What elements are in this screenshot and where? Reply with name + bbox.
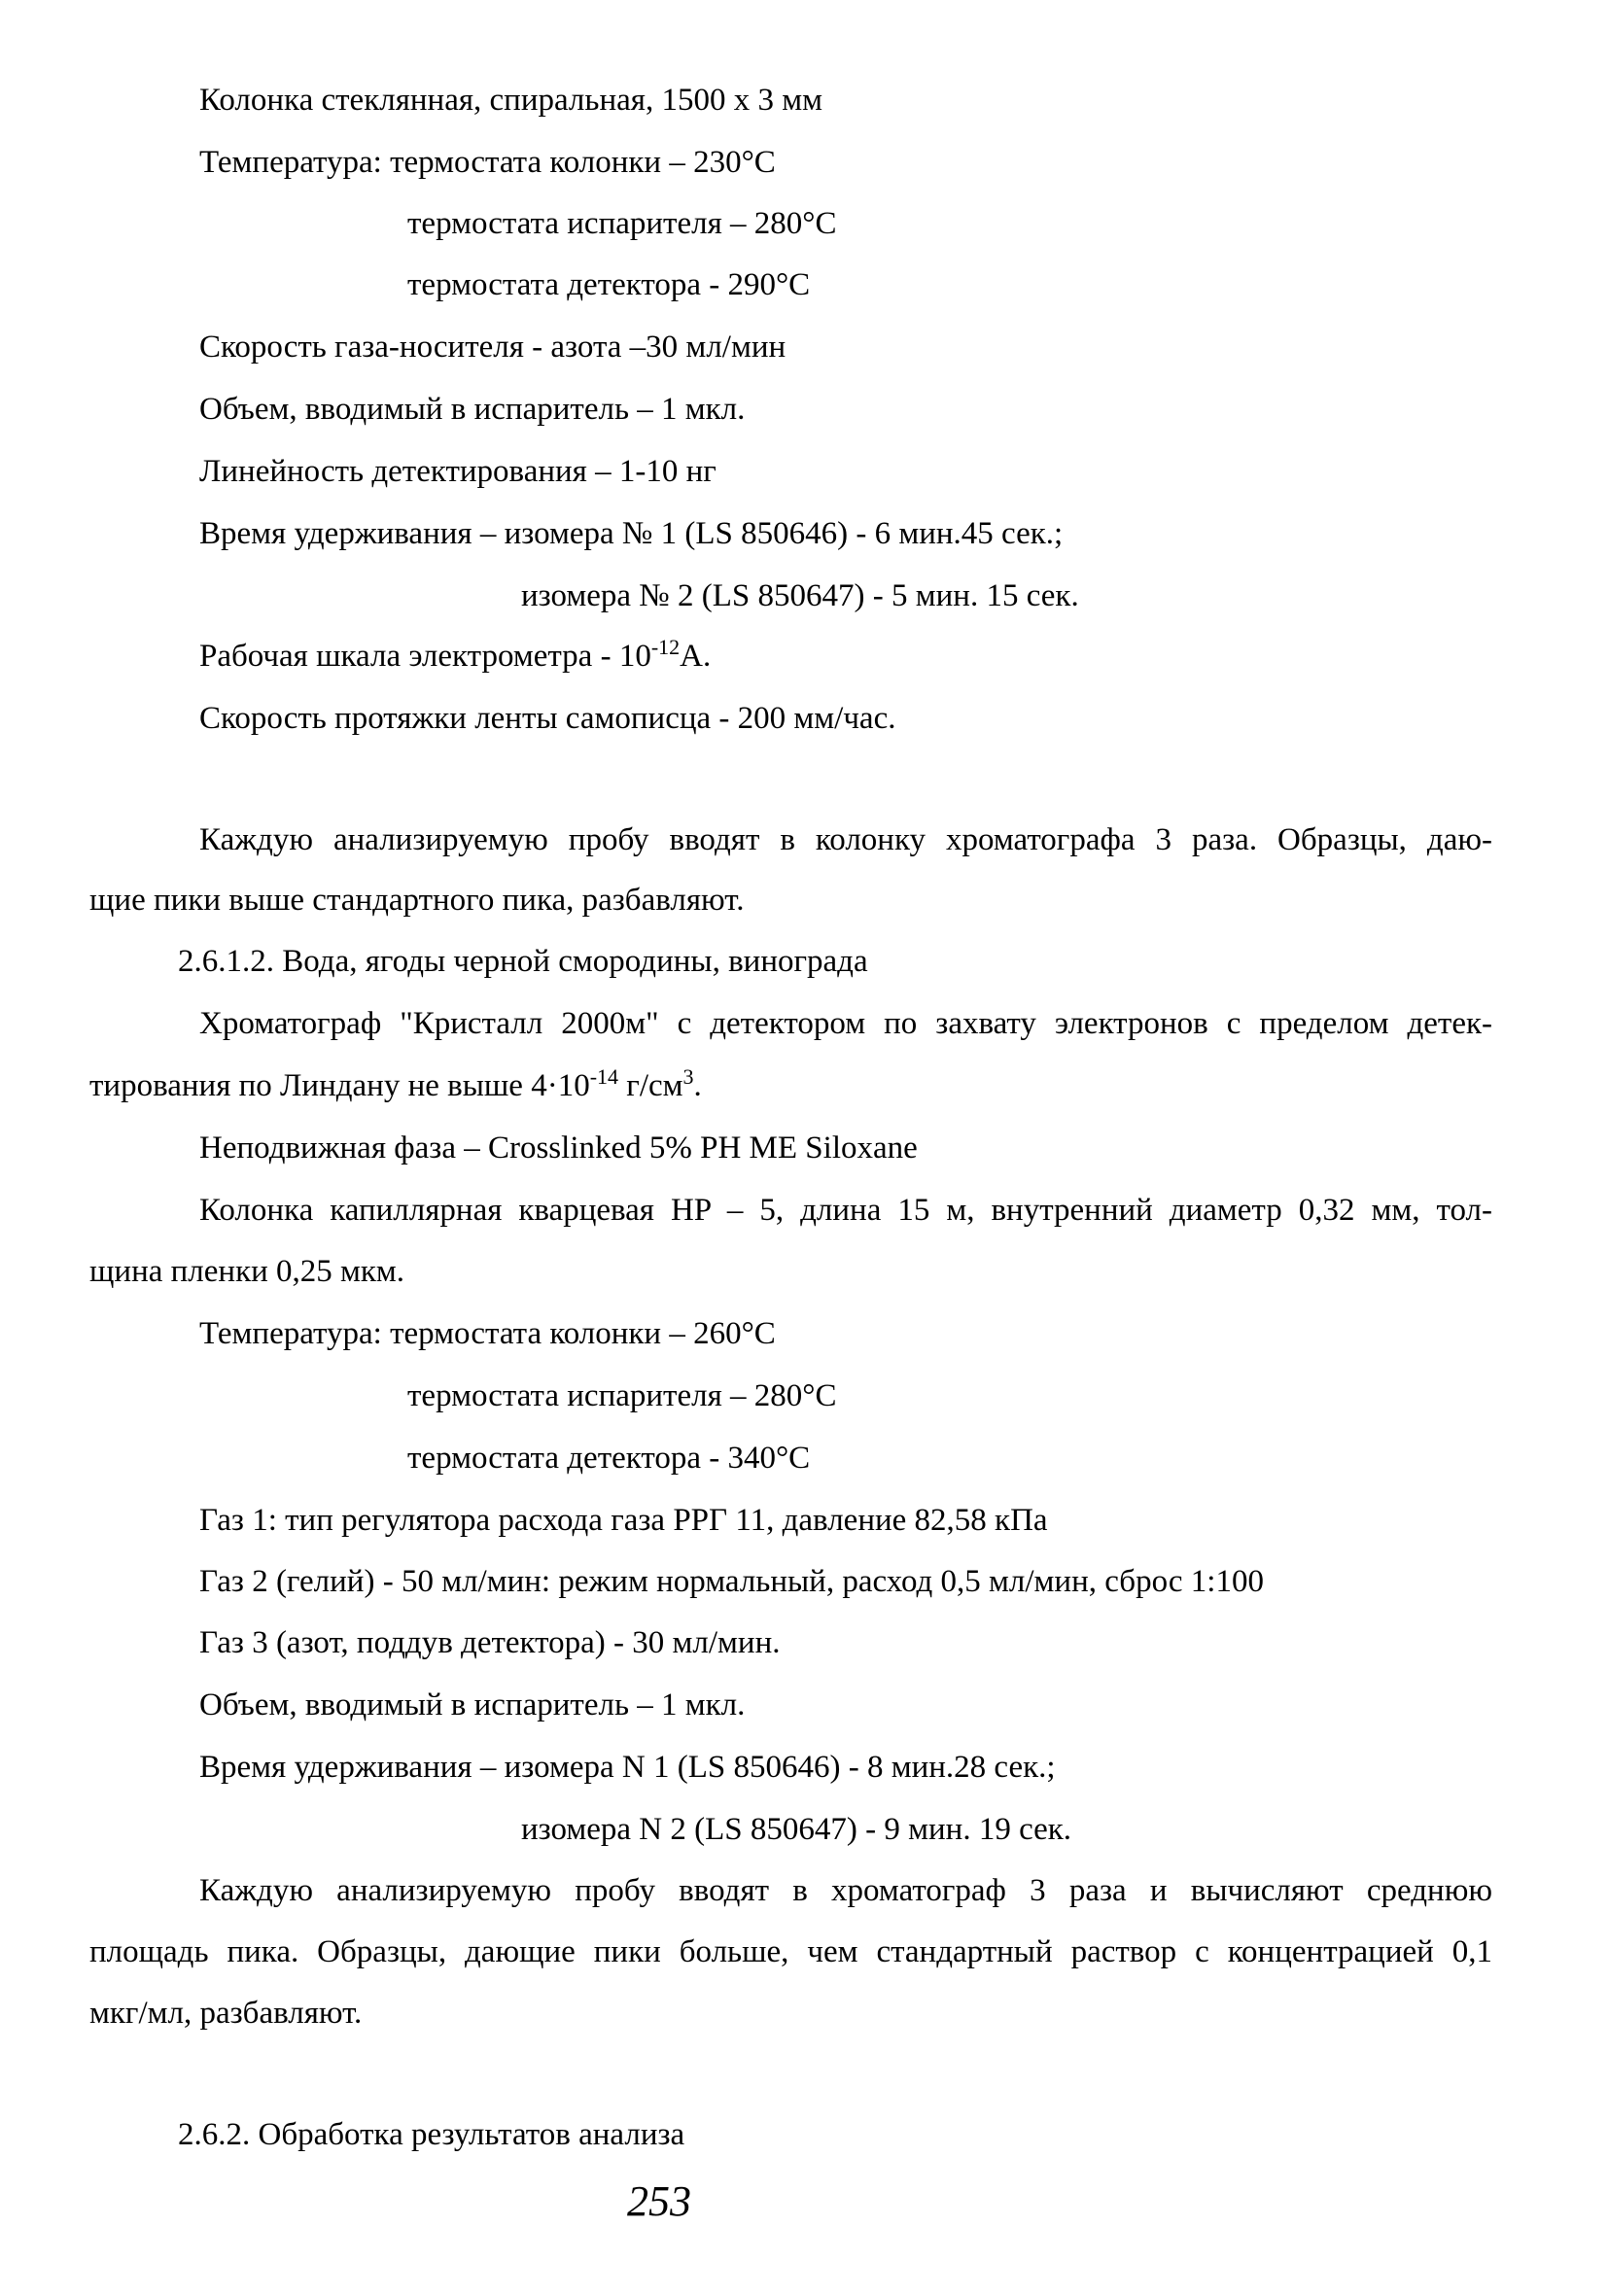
electrometer-scale: Рабочая шкала электрометра - $10^{-12}А$. bbox=[199, 635, 712, 674]
chromatograph-spec-cont: тирования по Линдану не выше $4\cdot 10^{-14}$ $г/см^3$. bbox=[89, 1064, 702, 1103]
temp-evaporator: термостата испарителя – 280°С bbox=[407, 206, 837, 241]
injection-volume: Объем, вводимый в испаритель – 1 мкл. bbox=[199, 1687, 746, 1722]
chromatograph-spec: Хроматограф "Кристалл 2000м" с детектором по захвату электронов с пределом детек- bbox=[199, 1006, 1492, 1041]
retention-isomer-2: изомера N 2 (LS 850647) - 9 мин. 19 сек. bbox=[521, 1812, 1072, 1847]
gas-1: Газ 1: тип регулятора расхода газа РРГ 11, давление 82,58 кПа bbox=[199, 1503, 1048, 1538]
temp-detector: термостата детектора - 340°С bbox=[407, 1441, 811, 1476]
gas-2: Газ 2 (гелий) - 50 мл/мин: режим нормальный, расход 0,5 мл/мин, сброс 1:100 bbox=[199, 1564, 1264, 1599]
capillary-column: Колонка капиллярная кварцевая HP – 5, длина 15 м, внутренний диаметр 0,32 мм, тол- bbox=[199, 1193, 1492, 1228]
temp-detector: термостата детектора - 290°С bbox=[407, 267, 811, 302]
capillary-column-cont: щина пленки 0,25 мкм. bbox=[89, 1254, 405, 1289]
paragraph-line: мкг/мл, разбавляют. bbox=[89, 1996, 363, 2031]
retention-isomer-1: Время удерживания – изомера № 1 (LS 850646) - 6 мин.45 сек.; bbox=[199, 516, 1064, 551]
page-number: 253 bbox=[627, 2177, 691, 2225]
retention-isomer-1: Время удерживания – изомера N 1 (LS 850646) - 8 мин.28 сек.; bbox=[199, 1750, 1056, 1785]
paragraph-line: Каждую анализируемую пробу вводят в хроматограф 3 раза и вычисляют среднюю bbox=[199, 1873, 1492, 1908]
section-heading: 2.6.1.2. Вода, ягоды черной смородины, винограда bbox=[178, 944, 868, 979]
paragraph-line: щие пики выше стандартного пика, разбавляют. bbox=[89, 883, 745, 918]
temp-column: Температура: термостата колонки – 260°С bbox=[199, 1316, 776, 1351]
gas-3: Газ 3 (азот, поддув детектора) - 30 мл/мин. bbox=[199, 1625, 781, 1660]
column-spec: Колонка стеклянная, спиральная, 1500 х 3 мм bbox=[199, 83, 822, 118]
temp-column: Температура: термостата колонки – 230°С bbox=[199, 145, 776, 180]
retention-isomer-2: изомера № 2 (LS 850647) - 5 мин. 15 сек. bbox=[521, 578, 1079, 613]
paragraph-line: Каждую анализируемую пробу вводят в колонку хроматографа 3 раза. Образцы, даю- bbox=[199, 822, 1492, 857]
gas-speed: Скорость газа-носителя - азота –30 мл/мин bbox=[199, 330, 787, 365]
section-heading: 2.6.2. Обработка результатов анализа bbox=[178, 2117, 685, 2152]
injection-volume: Объем, вводимый в испаритель – 1 мкл. bbox=[199, 392, 746, 427]
tape-speed: Скорость протяжки ленты самописца - 200 мм/час. bbox=[199, 701, 896, 736]
temp-evaporator: термостата испарителя – 280°С bbox=[407, 1378, 837, 1413]
stationary-phase: Неподвижная фаза – Crosslinked 5% PH ME Siloxane bbox=[199, 1131, 918, 1165]
detection-linearity: Линейность детектирования – 1-10 нг bbox=[199, 454, 717, 489]
paragraph-line: площадь пика. Образцы, дающие пики больше, чем стандартный раствор с концентрацией 0,1 bbox=[89, 1934, 1492, 1969]
